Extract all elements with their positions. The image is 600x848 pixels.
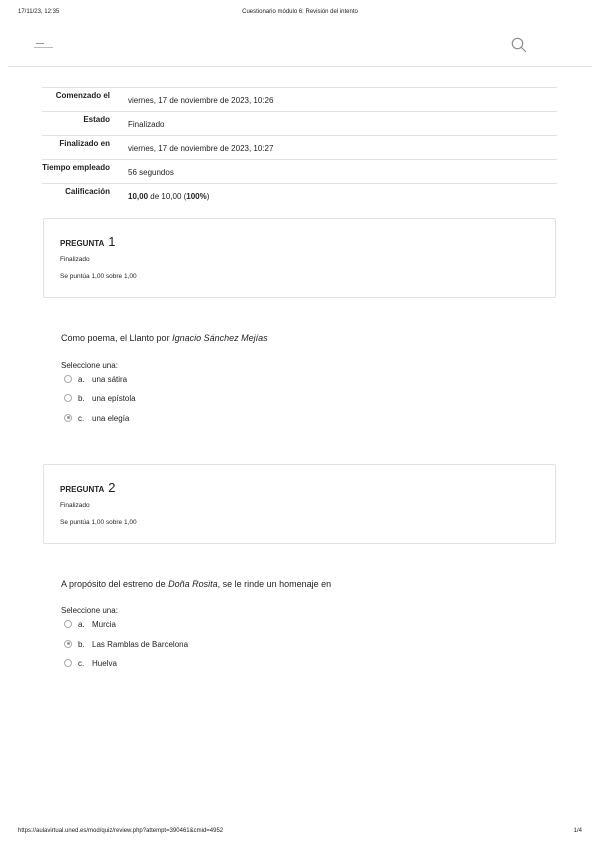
- search-icon[interactable]: [510, 36, 528, 54]
- question-state: Finalizado: [60, 502, 90, 509]
- radio-button-checked[interactable]: [64, 414, 72, 422]
- grade-score: 10,00: [128, 192, 149, 201]
- option-label: una elegía: [92, 414, 130, 423]
- select-one-prompt: Seleccione una:: [61, 606, 118, 615]
- question-title: PREGUNTA 1: [60, 234, 116, 249]
- summary-label: Finalizado en: [59, 139, 110, 148]
- site-logo[interactable]: [34, 42, 54, 50]
- summary-row-started: [42, 88, 557, 112]
- print-footer: [18, 828, 582, 838]
- option-label: una sátira: [92, 375, 128, 384]
- answer-option-a[interactable]: a. una sátira: [64, 375, 127, 387]
- print-header: [18, 9, 582, 19]
- radio-button[interactable]: [64, 375, 72, 383]
- question-number: 1: [108, 234, 116, 249]
- header-divider: [8, 66, 592, 67]
- option-label: Murcia: [92, 620, 117, 629]
- radio-button[interactable]: [64, 394, 72, 402]
- answer-option-c[interactable]: c. Huelva: [64, 659, 117, 671]
- question-text-1: Como poema, el Llanto por Ignacio Sánchez Mejías: [61, 333, 268, 343]
- summary-value: viernes, 17 de noviembre de 2023, 10:26: [128, 96, 274, 105]
- print-page-title: Cuestionario módulo 6: Revisión del intento: [242, 9, 358, 15]
- option-label: Las Ramblas de Barcelona: [92, 640, 189, 649]
- select-one-prompt: Seleccione una:: [61, 361, 118, 370]
- option-label: Huelva: [92, 659, 117, 668]
- radio-button[interactable]: [64, 659, 72, 667]
- print-datetime: 17/11/23, 12:35: [18, 9, 60, 15]
- summary-label: Comenzado el: [55, 91, 110, 100]
- question-title: PREGUNTA 2: [60, 480, 116, 495]
- grade-percent: 100%: [186, 192, 207, 201]
- summary-row-finished: [42, 136, 557, 160]
- summary-row-grade: [42, 184, 557, 208]
- summary-row-state: [42, 112, 557, 136]
- summary-value: Finalizado: [128, 120, 165, 129]
- summary-value: [120, 184, 557, 208]
- answer-option-b[interactable]: b. una epístola: [64, 394, 136, 406]
- summary-label: Tiempo empleado: [42, 163, 110, 172]
- answer-option-c[interactable]: c. una elegía: [64, 414, 129, 426]
- summary-label: Estado: [83, 115, 110, 124]
- grade-of-text: de 10,00 (: [148, 192, 187, 201]
- attempt-summary-table: [42, 87, 557, 208]
- question-info-2: [43, 464, 556, 544]
- question-grade: Se puntúa 1,00 sobre 1,00: [60, 519, 137, 526]
- option-label: una epístola: [92, 394, 136, 403]
- grade-close: ): [206, 192, 210, 201]
- answer-option-a[interactable]: a. Murcia: [64, 620, 116, 632]
- question-info-1: [43, 218, 556, 298]
- question-number: 2: [108, 480, 116, 495]
- answer-option-b[interactable]: b. Las Ramblas de Barcelona: [64, 640, 188, 652]
- question-state: Finalizado: [60, 256, 90, 263]
- summary-value: 56 segundos: [128, 168, 174, 177]
- summary-label: Calificación: [65, 187, 110, 196]
- question-text-2: A propósito del estreno de Doña Rosita, se le rinde un homenaje en: [61, 579, 332, 589]
- radio-button[interactable]: [64, 620, 72, 628]
- page-number: 1/4: [573, 828, 582, 834]
- summary-value: viernes, 17 de noviembre de 2023, 10:27: [128, 144, 274, 153]
- print-url: https://aulavirtual.uned.es/mod/quiz/review.php?attempt=390461&cmid=4952: [18, 828, 224, 834]
- radio-button-checked[interactable]: [64, 640, 72, 648]
- question-grade: Se puntúa 1,00 sobre 1,00: [60, 273, 137, 280]
- summary-row-time: [42, 160, 557, 184]
